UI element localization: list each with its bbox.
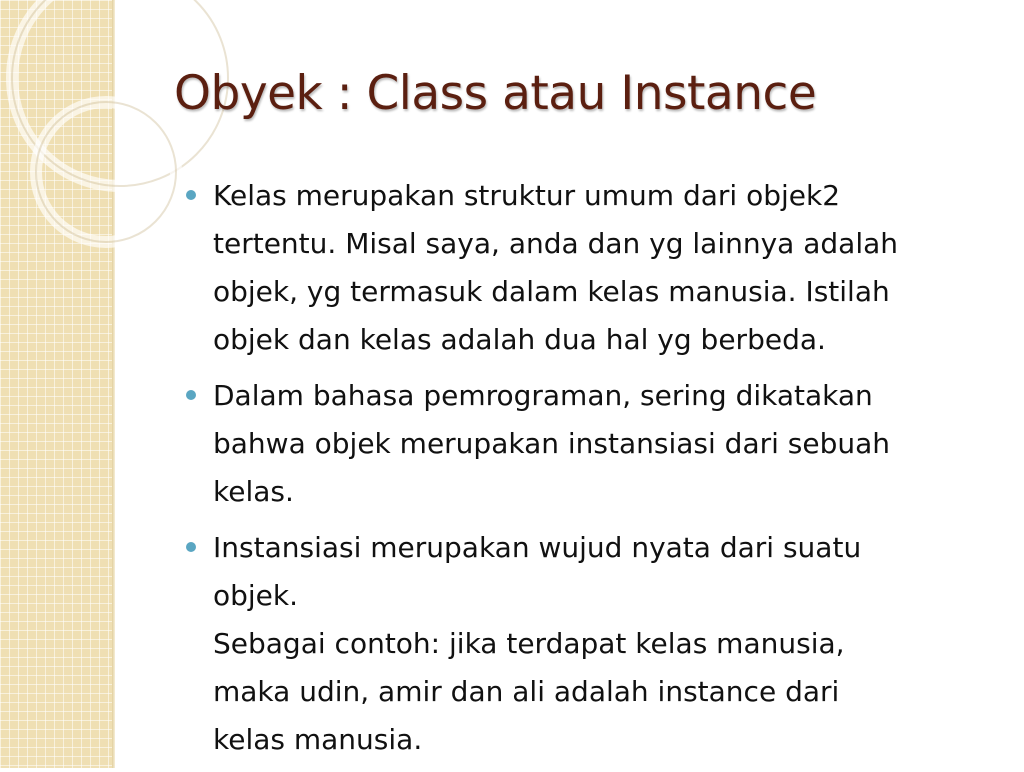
bullet-item bbox=[186, 172, 986, 364]
bullet-line: kelas manusia. bbox=[213, 723, 423, 756]
bullet-list bbox=[186, 172, 986, 772]
bullet-line: objek, yg termasuk dalam kelas manusia. Istilah bbox=[213, 275, 890, 308]
bullet-dot-icon bbox=[186, 542, 196, 552]
bullet-item bbox=[186, 372, 986, 516]
bullet-line: bahwa objek merupakan instansiasi dari sebuah bbox=[213, 427, 891, 460]
bullet-line: kelas. bbox=[213, 475, 294, 508]
bullet-line: Instansiasi merupakan wujud nyata dari suatu bbox=[213, 531, 862, 564]
bullet-line: Dalam bahasa pemrograman, sering dikatakan bbox=[213, 379, 873, 412]
bullet-item bbox=[186, 524, 986, 764]
bullet-dot-icon bbox=[186, 390, 196, 400]
bullet-line: objek. bbox=[213, 579, 299, 612]
bullet-line: objek dan kelas adalah dua hal yg berbeda. bbox=[213, 323, 826, 356]
bullet-line: maka udin, amir dan ali adalah instance dari bbox=[213, 675, 840, 708]
bullet-line: Sebagai contoh: jika terdapat kelas manusia, bbox=[213, 627, 845, 660]
bullet-line: tertentu. Misal saya, anda dan yg lainnya adalah bbox=[213, 227, 899, 260]
bullet-line: Kelas merupakan struktur umum dari objek2 bbox=[213, 179, 841, 212]
slide-title: Obyek : Class atau Instance bbox=[174, 66, 817, 121]
bullet-dot-icon bbox=[186, 190, 196, 200]
